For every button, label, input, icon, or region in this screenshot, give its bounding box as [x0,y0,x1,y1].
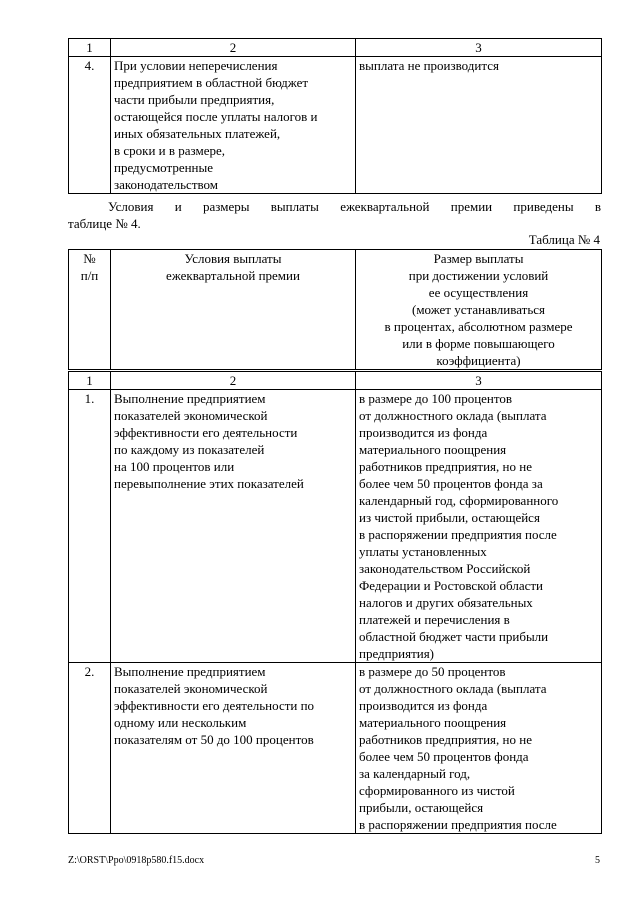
table-continuation [68,38,602,194]
text-line: прибыли, остающейся [359,800,484,815]
text-line: или в форме повышающего [402,336,555,351]
table-caption: Таблица № 4 [528,232,600,247]
text-line: в размере до 100 процентов [359,391,513,406]
text-line: при достижении условий [408,268,549,283]
text-line: остающейся после уплаты налогов и [114,109,318,124]
text-line: от должностного оклада (выплата [359,408,547,423]
text-line: уплаты установленных [359,544,487,559]
text-line: ежеквартальной премии [166,268,300,283]
text-line: Выполнение предприятием [114,664,266,679]
header-cell-2: 2 [111,39,356,57]
table-4-body [68,371,602,834]
text-line: работников предприятия, но не [359,732,532,747]
text-line: эффективности его деятельности [114,425,298,440]
text-line: за календарный год, [359,766,471,781]
text-line: При условии неперечисления [114,58,278,73]
text-line: из чистой прибыли, остающейся [359,510,540,525]
text-line: предприятия) [359,646,435,661]
text-line: более чем 50 процентов фонда за [359,476,543,491]
text-line: материального поощрения [359,715,507,730]
table-head-row [69,250,602,370]
text-line: законодательством [114,177,219,192]
text-line: п/п [80,268,99,283]
table-row [69,390,602,663]
text-line: Условия выплаты [184,251,282,266]
text-line: части прибыли предприятия, [114,92,275,107]
condition-cell [111,390,356,663]
text-line: Выполнение предприятием [114,391,266,406]
amount-cell [356,390,602,663]
text-line: производится из фонда [359,425,488,440]
text-line: коэффициента) [436,353,521,368]
amount-cell [356,663,602,834]
text-line: законодательством Российской [359,561,531,576]
text-line: в сроки и в размере, [114,143,226,158]
text-line: областной бюджет части прибыли [359,629,549,644]
condition-cell [111,663,356,834]
text-line: на 100 процентов или [114,459,235,474]
text-line: одному или нескольким [114,715,247,730]
table-row [69,663,602,834]
condition-cell [111,57,356,194]
number-cell-1: 1 [69,372,111,390]
text-line: сформированного из чистой [359,783,515,798]
table-row [69,57,602,194]
text-line: выплата не производится [359,58,499,73]
amount-cell [356,57,602,194]
text-line: перевыполнение этих показателей [114,476,304,491]
text-line: в распоряжении предприятия после [359,527,557,542]
paragraph-line-2: таблице № 4. [68,216,141,231]
head-col-conditions [111,250,356,370]
head-col-amount [356,250,602,370]
header-cell-1: 1 [69,39,111,57]
text-line: в размере до 50 процентов [359,664,506,679]
table-header-numbers [69,372,602,390]
text-line: производится из фонда [359,698,488,713]
text-line: Федерации и Ростовской области [359,578,544,593]
text-line: платежей и перечисления в [359,612,510,627]
text-line: предусмотренные [114,160,214,175]
text-line: по каждому из показателей [114,442,265,457]
text-line: работников предприятия, но не [359,459,532,474]
text-line: (может устанавливаться [411,302,546,317]
text-line: материального поощрения [359,442,507,457]
row-number: 2. [69,663,111,834]
table-header-numbers [69,39,602,57]
text-line: в процентах, абсолютном размере [384,319,573,334]
row-number: 1. [69,390,111,663]
number-cell-3: 3 [356,372,602,390]
row-number: 4. [69,57,111,194]
body-paragraph [68,198,601,232]
text-line: предприятием в областной бюджет [114,75,309,90]
text-line: более чем 50 процентов фонда [359,749,529,764]
text-line: показателей экономической [114,408,268,423]
text-line: от должностного оклада (выплата [359,681,547,696]
text-line: в распоряжении предприятия после [359,817,557,832]
text-line: Размер выплаты [433,251,524,266]
text-line: № [83,251,96,266]
table-4-header [68,249,602,370]
text-line: налогов и других обязательных [359,595,533,610]
text-line: календарный год, сформированного [359,493,559,508]
text-line: показателей экономической [114,681,268,696]
page-number: 5 [595,855,600,866]
text-line: ее осуществления [428,285,529,300]
head-col-number [69,250,111,370]
text-line: эффективности его деятельности по [114,698,315,713]
header-cell-3: 3 [356,39,602,57]
paragraph-line-1: Условия и размеры выплаты ежеквартальной премии приведены в [108,199,601,214]
text-line: иных обязательных платежей, [114,126,281,141]
number-cell-2: 2 [111,372,356,390]
footer-file-path: Z:\ORST\Ppo\0918p580.f15.docx [68,855,205,866]
text-line: показателям от 50 до 100 процентов [114,732,314,747]
